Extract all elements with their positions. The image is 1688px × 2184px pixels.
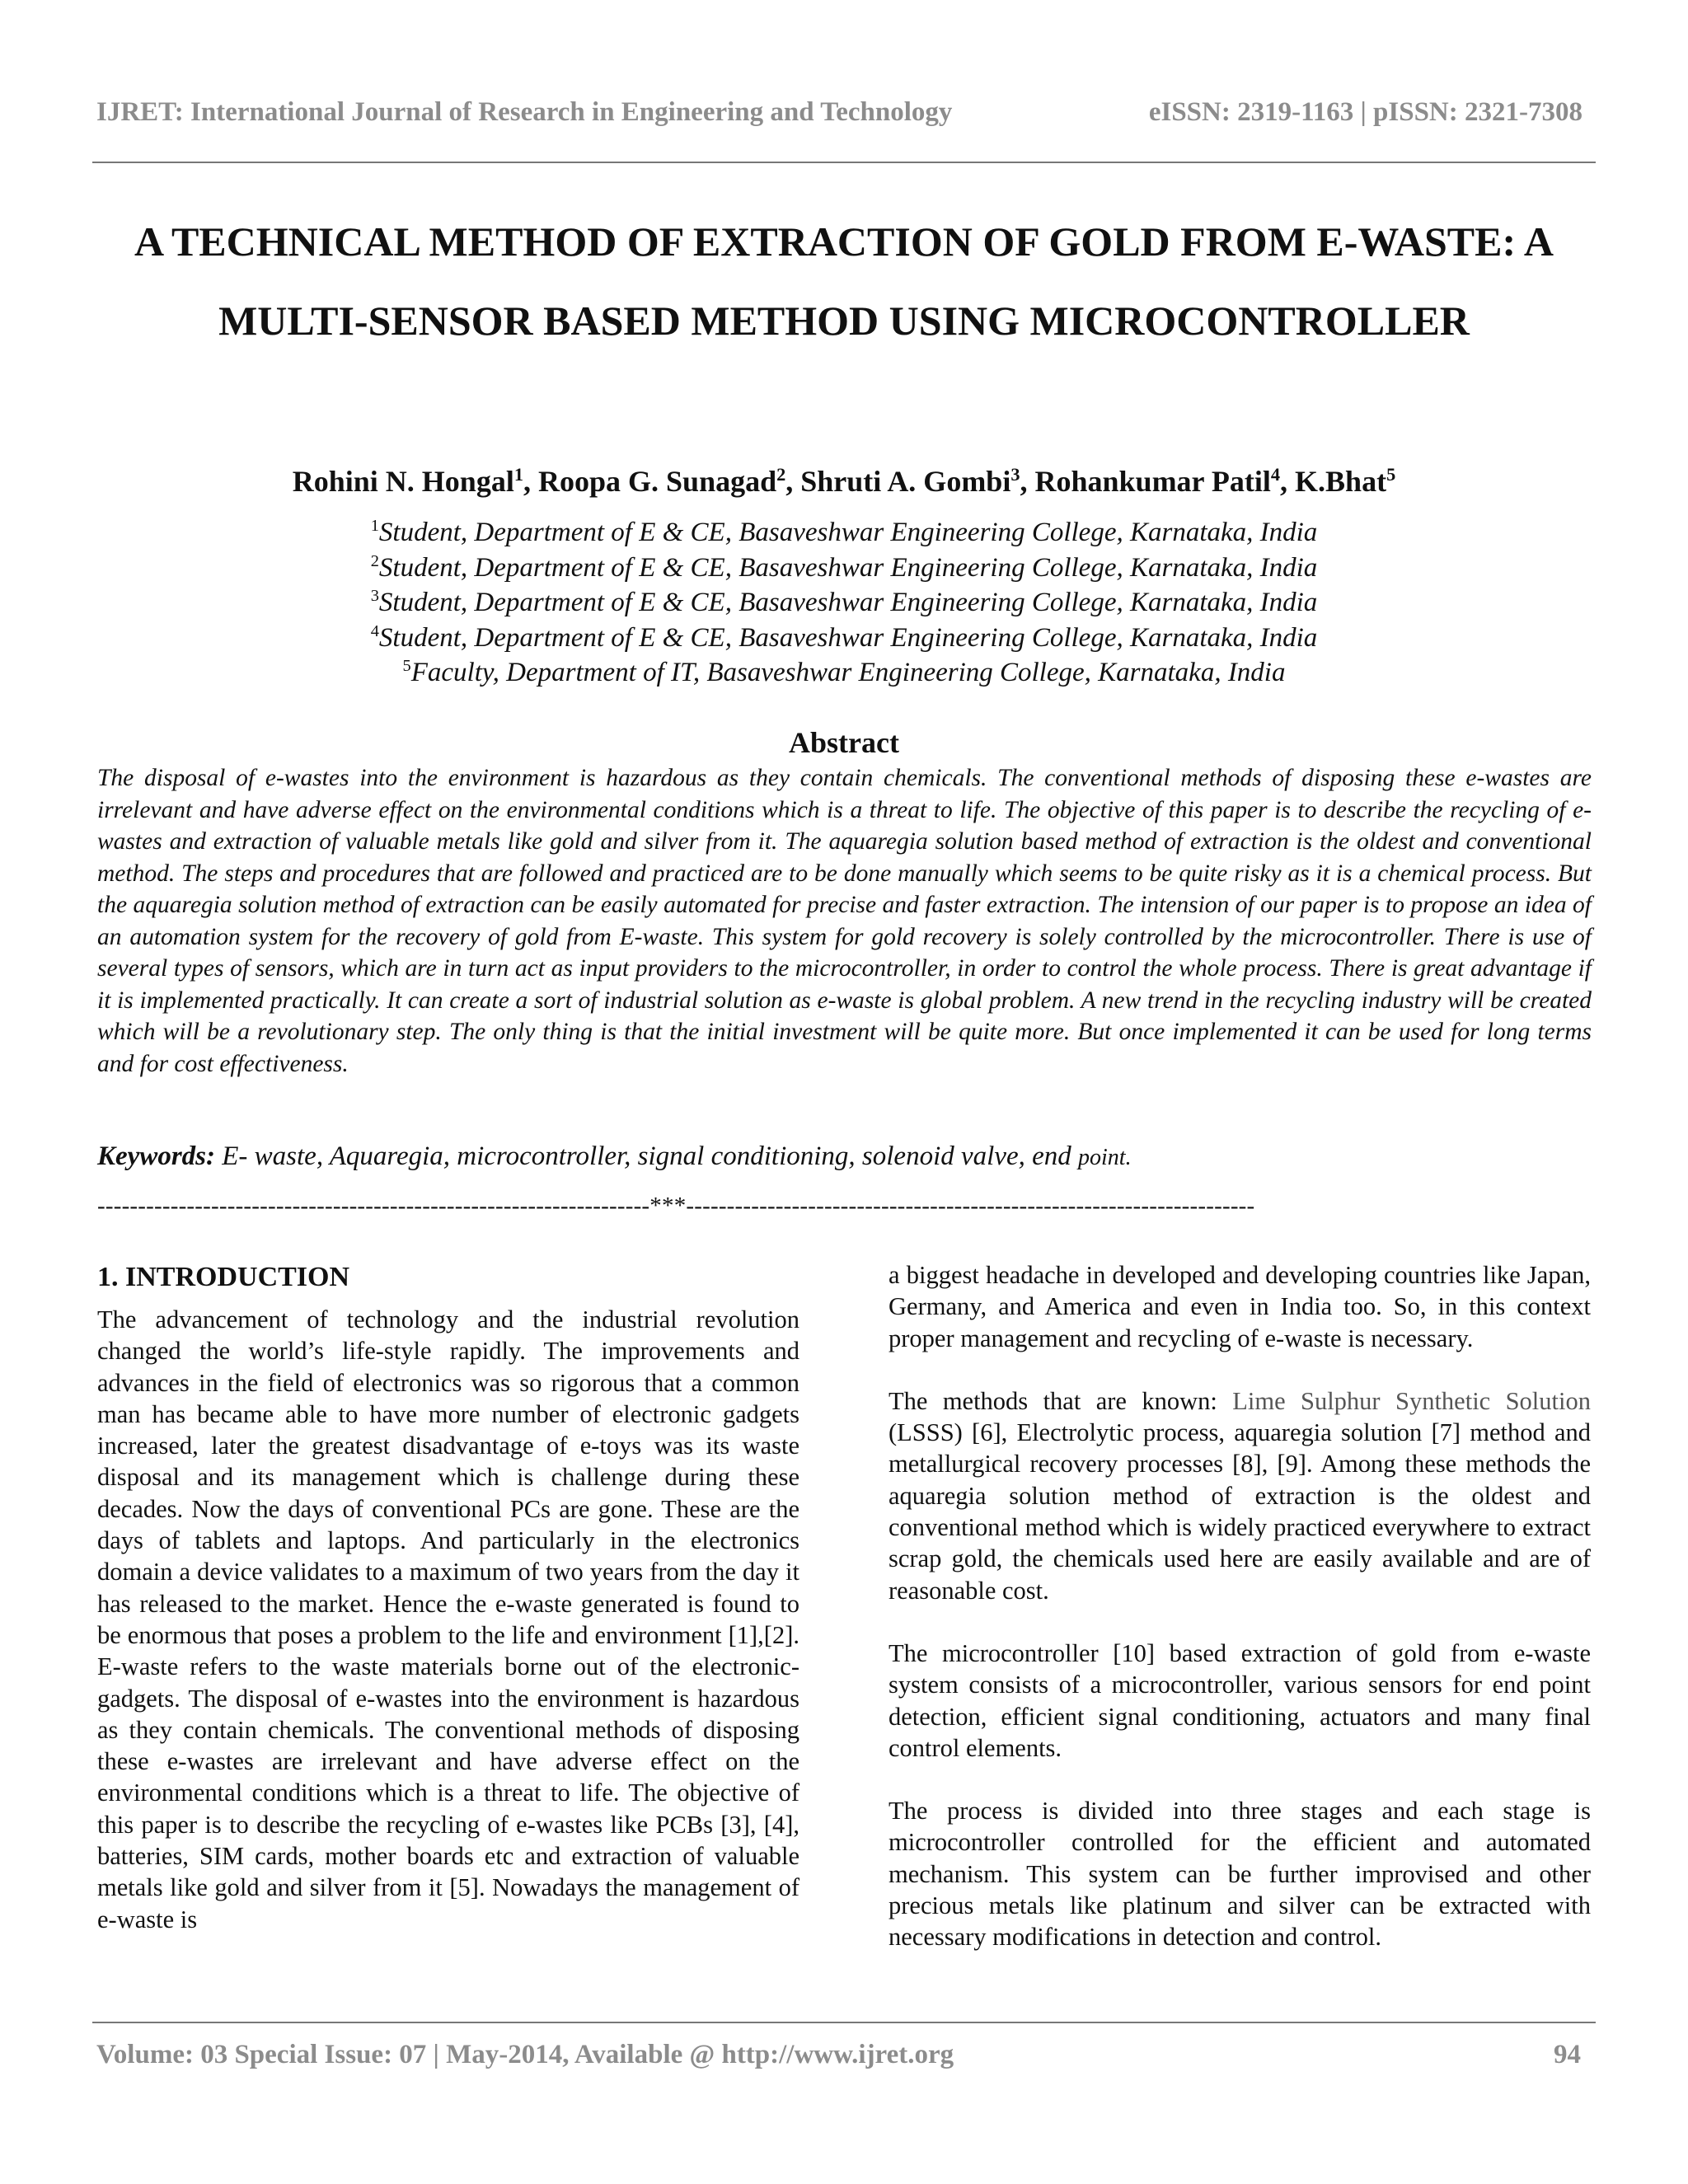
left-column (97, 1259, 799, 1935)
right-column (889, 1259, 1591, 1985)
affiliation-sup: 5 (402, 657, 411, 675)
affiliation-text: Student, Department of E & CE, Basaveshwar Engineering College, Karnataka, India (378, 518, 1318, 547)
affiliation-list (82, 515, 1606, 691)
header-rule (92, 162, 1596, 163)
section-separator: --------------------------------------------------------------------***---------------------------------------------------------------------- (97, 1193, 1255, 1219)
affiliation-sup: 3 (370, 587, 379, 605)
paper-title: A TECHNICAL METHOD OF EXTRACTION OF GOLD FROM E-WASTE: A MULTI-SENSOR BASED METHOD USING MICROCONTROLLER (134, 218, 1554, 344)
affiliation-sup: 2 (370, 551, 379, 570)
affiliation-line (82, 621, 1606, 656)
affiliation-text: Faculty, Department of IT, Basaveshwar Engineering College, Karnataka, India (410, 658, 1286, 687)
author-sup: 1 (513, 464, 523, 485)
intro-paragraph-methods (889, 1385, 1591, 1606)
footer-rule (92, 2022, 1596, 2023)
methods-text: The methods that are known: (889, 1386, 1233, 1415)
affiliation-line (82, 515, 1606, 551)
author-name: Roopa G. Sunagad (538, 465, 777, 498)
author-sup: 4 (1270, 464, 1281, 485)
author-sup: 3 (1010, 464, 1020, 485)
author-name: K.Bhat (1295, 465, 1387, 498)
affiliation-line (82, 551, 1606, 586)
affiliation-text: Student, Department of E & CE, Basaveshwar Engineering College, Karnataka, India (378, 588, 1318, 617)
lsss-highlight: Lime Sulphur Synthetic Solution (1232, 1386, 1591, 1415)
author-separator: , (1020, 465, 1035, 498)
intro-paragraph: a biggest headache in developed and developing countries like Japan, Germany, and America and even in India too. So, in this context proper management and recycling of e-waste is necessary. (889, 1261, 1591, 1352)
abstract-heading: Abstract (789, 726, 899, 759)
affiliation-sup: 4 (370, 621, 379, 640)
affiliation-sup: 1 (370, 517, 379, 535)
keywords-label: Keywords: (97, 1141, 215, 1171)
intro-paragraph: The advancement of technology and the industrial revolution changed the world’s life-style rapidly. The improvements and advances in the field of electronics was so rigorous that a common man has became able to have more number of electronic gadgets increased, later the greatest disadvantage of e-toys was its waste disposal and its management which is challenge during these decades. Now the days of conventional PCs are gone. These are the days of tablets and laptops. And particularly in the electronics domain a device validates to a maximum of two years from the day it has released to the market. Hence the e-waste generated is found to be enormous that poses a problem to the life and environment [1],[2]. E-waste refers to the waste materials borne out of the electronic-gadgets. The disposal of e-wastes into the environment is hazardous as they contain chemicals. The conventional methods of disposing these e-wastes are irrelevant and have adverse effect on the environmental conditions which is a threat to life. The objective of this paper is to describe the recycling of e-wastes like PCBs [3], [4], batteries, SIM cards, mother boards etc and extraction of valuable metals like gold and silver from it [5]. Nowadays the management of e-waste is (97, 1305, 799, 1933)
author-name: Rohankumar Patil (1034, 465, 1271, 498)
author-list (82, 462, 1606, 501)
keywords-text: E- waste, Aquaregia, microcontroller, signal conditioning, solenoid valve, end (215, 1141, 1079, 1171)
author-separator: , (1280, 465, 1296, 498)
author-sup: 5 (1386, 464, 1396, 485)
keywords-line (97, 1141, 1132, 1172)
abstract-text: The disposal of e-wastes into the environment is hazardous as they contain chemicals. The conventional methods of disposing these e-wastes are irrelevant and have adverse effect on the environmental conditions which is a threat to life. The objective of this paper is to describe the recycling of e-wastes and extraction of valuable metals like gold and silver from it. The aquaregia solution based method of extraction is the oldest and conventional method. The steps and procedures that are followed and practiced are to be done manually which seems to be quite risky as it is a chemical process. But the aquaregia solution method of extraction can be easily automated for precise and faster extraction. The intension of our paper is to propose an idea of an automation system for the recovery of gold from E-waste. This system for gold recovery is solely controlled by the microcontroller. There is use of several types of sensors, which are in turn act as input providers to the microcontroller, in order to control the whole process. There is great advantage if it is implemented practically. It can create a sort of industrial solution as e-waste is global problem. A new trend in the recycling industry will be created which will be a revolutionary step. The only thing is that the initial investment will be quite more. But once implemented it can be used for long terms and for cost effectiveness. (97, 765, 1592, 1077)
journal-header: IJRET: International Journal of Research in Engineering and Technology (96, 97, 953, 127)
author-separator: , (785, 465, 801, 498)
affiliation-text: Student, Department of E & CE, Basaveshwar Engineering College, Karnataka, India (378, 622, 1318, 653)
affiliation-line (82, 655, 1606, 691)
author-name: Shruti A. Gombi (800, 465, 1011, 498)
methods-text: (LSSS) [6], Electrolytic process, aquaregia solution [7] method and metallurgical recovery processes [8], [9]. Among these methods the aquaregia solution method of extraction is the oldest and conventional method which is widely practiced everywhere to extract scrap gold, the chemicals used here are easily available and are of reasonable cost. (889, 1418, 1591, 1605)
intro-paragraph: The process is divided into three stages and each stage is microcontroller controlled for the efficient and automated mechanism. This system can be further improvised and other precious metals like platinum and silver can be extracted with necessary modifications in detection and control. (889, 1797, 1591, 1952)
issn-header: eISSN: 2319-1163 | pISSN: 2321-7308 (1148, 97, 1582, 127)
affiliation-line (82, 585, 1606, 621)
section-heading: 1. INTRODUCTION (97, 1262, 350, 1292)
page-number: 94 (1554, 2040, 1581, 2069)
intro-paragraph: The microcontroller [10] based extraction of gold from e-waste system consists of a microcontroller, various sensors for end point detection, efficient signal conditioning, actuators and many final control elements. (889, 1638, 1591, 1762)
affiliation-text: Student, Department of E & CE, Basaveshwar Engineering College, Karnataka, India (378, 552, 1318, 583)
author-separator: , (523, 465, 538, 498)
keywords-text-end: point. (1078, 1145, 1132, 1170)
footer-volume: Volume: 03 Special Issue: 07 | May-2014, Available @ http://www.ijret.org (96, 2040, 954, 2069)
author-name: Rohini N. Hongal (292, 465, 514, 498)
author-sup: 2 (776, 464, 786, 485)
